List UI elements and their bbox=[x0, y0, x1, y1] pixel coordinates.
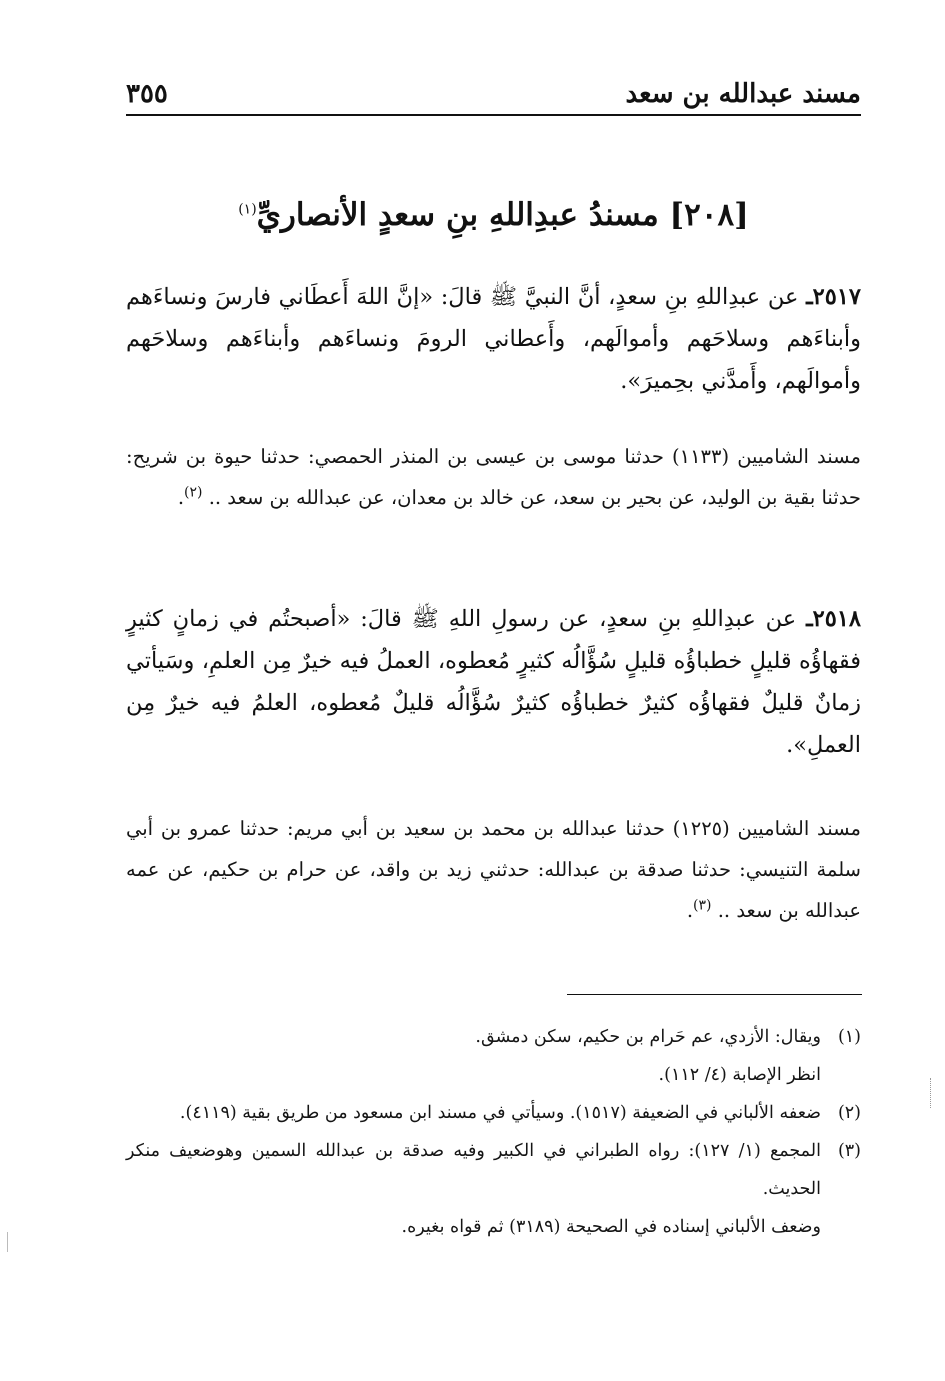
footnote-number: (٣) bbox=[837, 1141, 861, 1161]
hadith-2518 bbox=[126, 598, 861, 766]
footnote-3 bbox=[126, 1132, 861, 1208]
source-text: مسند الشاميين (١١٣٣) حدثنا موسى بن عيسى بن المنذر الحمصي: حدثنا حيوة بن شريح: حدثنا بقية بن الوليد، عن بحير بن سعد، عن خالد بن معدان، عن عبدالله بن سعد .. bbox=[126, 445, 861, 509]
footnote-text: المجمع (١/ ١٢٧): رواه الطبراني في الكبير وفيه صدقة بن عبدالله السمين وهوضعيف منكر الحديث. bbox=[126, 1141, 821, 1199]
hadith-text: عن عبدِاللهِ بنِ سعدٍ، أنَّ النبيَّ ﷺ قالَ: «إنَّ اللهَ أَعطَاني فارسَ ونساءَهم وأبناءَهم وسلاحَهم وأموالَهم، وأَعطاني الرومَ ونساءَهم وأبناءَهم وسلاحَهم وأموالَهم، وأَمدَّني بحِميرَ». bbox=[126, 284, 861, 394]
scan-artifact bbox=[7, 1232, 8, 1252]
footnote-1-extra: انظر الإصابة (٤/ ١١٢). bbox=[658, 1065, 821, 1085]
footnote-text: ضعفه الألباني في الضعيفة (١٥١٧). وسيأتي في مسند ابن مسعود من طريق بقية (٤١١٩). bbox=[179, 1103, 821, 1123]
footnote-2 bbox=[126, 1094, 861, 1132]
section-title bbox=[126, 190, 861, 240]
footnote-3-extra: وضعف الألباني إسناده في الصحيحة (٣١٨٩) ثم قواه بغيره. bbox=[401, 1217, 821, 1237]
footnote-number: (٢) bbox=[837, 1103, 861, 1123]
hadith-2518-source: مسند الشاميين (١٢٢٥) حدثنا عبدالله بن محمد بن سعيد بن أبي مريم: حدثنا عمرو بن أبي سلمة التنيسي: حدثنا صدقة بن عبدالله: حدثني زيد بن واقد، عن حرام بن حكيم، عن عمه عبدالله بن سعد .. $^{(٣)}$. bbox=[126, 817, 861, 922]
hadith-text: عن عبدِاللهِ بنِ سعدٍ، عن رسولِ اللهِ ﷺ قالَ: «أصبحتُم في زمانٍ كثيرٍ فقهاؤُه قليلٍ خطباؤُه قليلٍ سُؤَّالُه كثيرٍ مُعطوه، العملُ فيه خيرٌ مِن العلمِ، وسَيأتي زمانٌ قليلٌ فقهاؤُه كثيرٌ خطباؤُه كثيرٌ سُؤَّالُه قليلٌ مُعطوه، العلمُ فيه خيرٌ مِن العملِ». bbox=[126, 606, 861, 758]
section-title-text: [٢٠٨] مسندُ عبدِاللهِ بنِ سعدٍ الأنصاريِّ bbox=[256, 197, 749, 233]
hadith-number: ٢٥١٨ـ bbox=[806, 606, 862, 632]
scan-artifact bbox=[930, 1078, 933, 1108]
footnote-number: (١) bbox=[837, 1027, 861, 1047]
source-footnote-ref: (٣) bbox=[693, 897, 712, 914]
running-title: مسند عبدالله بن سعد bbox=[625, 79, 861, 109]
hadith-2517 bbox=[126, 276, 861, 402]
hadith-2517-source: مسند الشاميين (١١٣٣) حدثنا موسى بن عيسى بن المنذر الحمصي: حدثنا حيوة بن شريح: حدثنا بقية بن الوليد، عن بحير بن سعد، عن خالد بن معدان، عن عبدالله بن سعد .. $^{(٢)}$. bbox=[126, 445, 861, 509]
section-footnote-ref: (١) bbox=[238, 201, 257, 218]
source-text: مسند الشاميين (١٢٢٥) حدثنا عبدالله بن محمد بن سعيد بن أبي مريم: حدثنا عمرو بن أبي سلمة التنيسي: حدثنا صدقة بن عبدالله: حدثني زيد بن واقد، عن حرام بن حكيم، عن عمه عبدالله بن سعد .. bbox=[126, 817, 861, 922]
footnotes bbox=[126, 1018, 861, 1246]
hadith-number: ٢٥١٧ـ bbox=[806, 284, 861, 310]
page-number: ٣٥٥ bbox=[126, 79, 168, 109]
running-header bbox=[126, 70, 861, 116]
footnote-text: ويقال: الأزدي، عم حَرام بن حكيم، سكن دمشق. bbox=[475, 1027, 821, 1047]
source-footnote-ref: (٢) bbox=[184, 484, 203, 501]
footnote-divider bbox=[567, 994, 862, 995]
footnote-1 bbox=[126, 1018, 861, 1056]
